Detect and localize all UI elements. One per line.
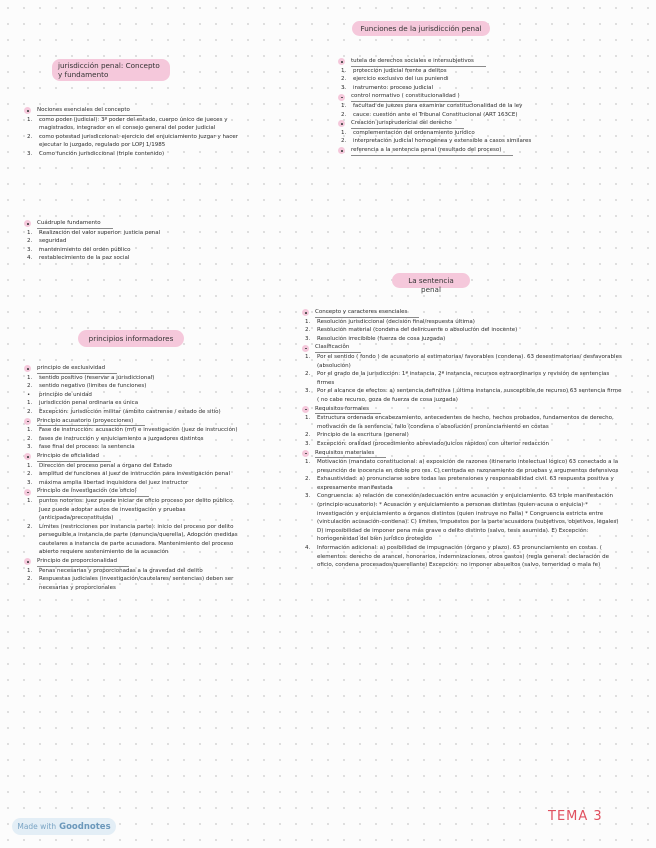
bullet-icon <box>338 147 345 154</box>
list-item <box>24 575 246 592</box>
item-text: Por el alcance de efectos: a) sentencia definitiva ( última instancia, susceptible de recurso) 63 sentencia firme ( no cabe recurso, goza de fuerza de cosa juzgada) <box>317 388 622 403</box>
item-text: Resolución jurisdiccional (decisión final/respuesta última) <box>317 318 475 325</box>
item-number: 2. <box>305 476 311 483</box>
heading-acusatorio: Principio acusatorio (proyecciones) <box>37 417 145 427</box>
item-number: 2. <box>305 327 311 334</box>
list-item <box>338 111 578 120</box>
list-control <box>338 102 578 119</box>
list-item <box>338 75 578 84</box>
list-item <box>24 116 246 133</box>
item-number: 4. <box>27 255 33 262</box>
item-text: Por el sentido ( fondo ) de acusatorio al estimatorias/ favorables (condena). 63 desestimatorias/ desfavorables (absolución) <box>317 353 622 369</box>
heading-materiales: Requisitos materiales <box>315 449 386 459</box>
badge-prefix: Made with <box>17 822 57 831</box>
list-item <box>338 84 578 93</box>
item-number: 3. <box>305 493 311 500</box>
item-number: 1. <box>305 353 311 360</box>
heading-fundamento: Cuádruple fundamento <box>37 219 113 229</box>
item-number: 3. <box>27 150 33 157</box>
list-item <box>302 414 624 431</box>
goodnotes-badge <box>12 818 116 835</box>
item-text: interpretación judicial homogénea y extensible a casos similares <box>353 138 532 145</box>
list-item <box>338 67 578 76</box>
list-item <box>24 479 246 488</box>
item-text: jurisdicción penal ordinaria es única <box>39 400 139 407</box>
list-fundamento <box>24 229 246 263</box>
item-text: Dirección del proceso penal a órgano del Estado <box>39 462 172 469</box>
bullet-icon <box>24 220 31 227</box>
title-sentencia <box>392 273 470 294</box>
item-number: 2. <box>27 238 33 245</box>
list-item <box>24 523 246 557</box>
list-item <box>302 318 624 327</box>
heading-tutela: tutela de derechos sociales e intersubjetivos <box>351 57 486 67</box>
bullet-icon <box>302 450 309 457</box>
item-text: Como función jurisdiccional (triple contenido) <box>39 150 165 157</box>
list-item <box>302 440 624 449</box>
list-item <box>302 458 624 475</box>
item-number: 2. <box>27 523 33 530</box>
list-exclusividad <box>24 374 246 417</box>
item-number: 2. <box>27 435 33 442</box>
item-text: fases de instrucción y enjuiciamiento a juzgadores distintos <box>39 435 204 442</box>
title-principios-text: principios informadores <box>88 334 174 343</box>
list-item <box>24 237 246 246</box>
item-number: 2. <box>341 138 347 145</box>
section-heading <box>302 405 624 415</box>
section-heading <box>338 57 578 67</box>
list-nociones <box>24 116 246 159</box>
section-heading <box>24 417 246 427</box>
title-sentencia-text: La sentencia penal <box>408 276 454 294</box>
item-text: fase final del proceso: la sentencia <box>39 444 135 451</box>
item-number: 2. <box>27 133 33 140</box>
item-number: 1. <box>27 427 33 434</box>
list-item <box>24 426 246 435</box>
item-text: Información adicional: a) posibilidad de impugnación (órgano y plazo). 63 pronunciamiento en costas. ( elementos: derecho de arancel, honorarios, indemnizaciones, otros gastos) (regla general: declaración de oficio, condena procesados/querellante) Excepción: no imponer absueltos (salvo, temeridad o mala fe) <box>317 545 610 569</box>
item-text: Motivación (mandato constitucional: a) exposición de razones (itinerario intelectual lógico) 63 conectado a la presunción de inocencia en doble pro res. C) centrada en razonamiento de pruebas y argumentos defensivos <box>317 459 619 474</box>
item-text: ejercicio exclusivo del ius puniendi <box>353 76 449 83</box>
item-number: 3. <box>27 246 33 253</box>
bullet-icon <box>24 107 31 114</box>
item-text: seguridad <box>39 238 67 245</box>
item-text: Excepción: jurisdicción militar (ámbito castrense / estado de sitio) <box>39 408 221 415</box>
heading-control: control normativo ( constitucionalidad ) <box>351 92 472 102</box>
heading-nociones: Nociones esenciales del concepto <box>37 106 142 116</box>
list-item <box>24 229 246 238</box>
section-heading <box>302 308 624 318</box>
item-number: 2. <box>341 76 347 83</box>
section-heading <box>338 92 578 102</box>
item-number: 1. <box>341 67 347 74</box>
item-text: complementación del ordenamiento jurídico <box>353 129 475 136</box>
item-text: Resolución material (condena del delincuente o absolución del inocente) <box>317 327 518 334</box>
bullet-icon <box>24 558 31 565</box>
list-item <box>302 544 624 570</box>
section-heading <box>302 343 624 353</box>
list-item <box>302 326 624 335</box>
list-item <box>338 137 578 146</box>
section-fundamento <box>24 219 246 263</box>
title-jurisdiccion <box>52 59 170 81</box>
item-text: Congruencia: a) relación de conexión/adecuación entre acusación y enjuiciamiento. 63 triple manifestación (principio acusatorio): * Acusación y enjuiciamiento a personas distintas (quien acusa o enjuicia) * investigación y enjuiciamiento a órganos distintos (quien instruye no Falla) * Congruencia estricta entre (vinculación acusación-condena). C) límites, impuestos por la parte acusadora (subjetivos, objetivos, legales) D) imposibilidad de imponer pena más grave o delito distinto (salvo, tesis asumida). E) Excepción: homogeneidad del bien jurídico protegido <box>317 493 619 543</box>
list-item <box>302 370 624 387</box>
heading-concepto: Concepto y caracteres esenciales <box>315 308 419 318</box>
item-number: 1. <box>305 415 311 422</box>
item-number: 1. <box>27 497 33 504</box>
heading-oficialidad: Principio de oficialidad <box>37 452 111 462</box>
item-number: 1. <box>27 374 33 381</box>
item-number: 1. <box>27 567 33 574</box>
item-text: Exhaustividad: a) pronunciarse sobre todas las pretensiones y responsabilidad civil. 63 respuesta positiva y expresamente manifestada <box>317 476 614 491</box>
item-number: 3. <box>305 440 311 447</box>
list-item <box>24 391 246 400</box>
bullet-icon <box>24 365 31 372</box>
list-item <box>24 462 246 471</box>
title-jurisdiccion-text: jurisdicción penal: Concepto y fundamento <box>58 61 160 79</box>
list-item <box>24 399 246 408</box>
list-item <box>302 475 624 492</box>
section-heading <box>24 364 246 374</box>
list-item <box>24 435 246 444</box>
list-item <box>24 443 246 452</box>
bullet-icon <box>24 489 31 496</box>
bullet-icon <box>302 406 309 413</box>
section-heading <box>24 452 246 462</box>
item-number: 1. <box>305 318 311 325</box>
item-number: 3. <box>305 388 311 395</box>
list-item <box>24 497 246 523</box>
section-heading <box>24 487 246 497</box>
item-text: instrumento: proceso judicial <box>353 84 433 91</box>
item-number: 4. <box>305 545 311 552</box>
list-acusatorio <box>24 426 246 452</box>
item-text: Resolución irrecibible (fuerza de cosa juzgada) <box>317 335 446 342</box>
section-sentencia <box>302 308 624 570</box>
item-text: protección judicial frente a delitos <box>353 67 447 74</box>
item-text: Estructura ordenada encabezamiento, antecedentes de hecho, hechos probados, fundamentos de derecho, motivación de la sentencia, fallo (condena o absolución) pronunciamiento en costas <box>317 415 614 430</box>
item-number: 3. <box>341 84 347 91</box>
list-creacion <box>338 129 578 146</box>
bullet-icon <box>302 345 309 352</box>
heading-exclusividad: principio de exclusividad <box>37 364 117 374</box>
item-text: principio de unidad <box>39 391 92 398</box>
bullet-icon <box>338 120 345 127</box>
item-number: 3. <box>27 479 33 486</box>
item-text: Por el grado de la jurisdicción: 1ª instancia, 2ª instancia, recursos extraordinarios y revisión de sentencias firmes <box>317 371 610 386</box>
item-number: 2. <box>27 576 33 583</box>
section-heading <box>302 449 624 459</box>
heading-referencia: referencia a la sentencia penal (resultado del proceso) <box>351 146 513 156</box>
item-number: 2. <box>341 111 347 118</box>
list-item <box>24 408 246 417</box>
bullet-icon <box>24 453 31 460</box>
item-number: 1. <box>341 129 347 136</box>
section-funciones <box>338 57 578 156</box>
list-item <box>24 567 246 576</box>
list-oficialidad <box>24 462 246 488</box>
item-text: Penas necesarias y proporcionadas a la gravedad del delito <box>39 567 203 574</box>
bullet-icon <box>24 418 31 425</box>
section-nociones <box>24 106 246 159</box>
heading-investigacion: Principio de investigación (de oficio) <box>37 487 149 497</box>
item-text: Respuestas judiciales (investigación/cautelares/ sentencias) deben ser necesarias y proporcionales <box>39 576 234 591</box>
item-number: 3. <box>27 444 33 451</box>
item-text: como poder (judicial): 3º poder del estado, cuerpo único de jueces y magistrados, integrador en el consejo general del poder judicial <box>39 116 228 132</box>
item-number: 1. <box>27 462 33 469</box>
title-funciones <box>352 21 490 36</box>
title-funciones-text: Funciones de la jurisdicción penal <box>360 24 482 33</box>
heading-proporcionalidad: Principio de proporcionalidad <box>37 557 129 567</box>
section-heading <box>338 146 578 156</box>
list-materiales <box>302 458 624 570</box>
item-number: 2. <box>305 432 311 439</box>
section-principios <box>24 364 246 592</box>
item-text: Principio de la escritura (general) <box>317 432 409 439</box>
item-text: Límites (restricciones por instancia parte): inicio del proceso por delito perseguible a instancia de parte (denuncia/querella). Adopción medidas cautelares a instancia de parte acusadora. Mantenimiento del proceso abierto requiere sostenimiento de la acusación <box>39 523 238 556</box>
list-investigacion <box>24 497 246 557</box>
list-item <box>24 133 246 150</box>
heading-clasificacion: Clasificación <box>315 343 361 353</box>
heading-creacion: Creación jurisprudencial del derecho <box>351 119 464 129</box>
item-number: 1. <box>27 229 33 236</box>
title-principios <box>78 330 184 347</box>
item-text: mantenimiento del orden público <box>39 246 131 253</box>
bullet-icon <box>302 309 309 316</box>
list-item <box>302 335 624 344</box>
item-text: restablecimiento de la paz social <box>39 255 130 262</box>
item-text: máxima amplia libertad inquisidora del juez instructor <box>39 479 189 486</box>
section-heading <box>24 106 246 116</box>
list-concepto <box>302 318 624 344</box>
item-number: 2. <box>27 471 33 478</box>
tema-label: TEMA 3 <box>548 809 603 824</box>
list-item <box>338 129 578 138</box>
list-item <box>24 470 246 479</box>
item-text: Realización del valor superior: justicia penal <box>39 229 161 236</box>
list-tutela <box>338 67 578 93</box>
item-text: Fase de instrucción: acusación (mf) e investigación (juez de instrucción) <box>39 427 238 434</box>
list-proporcionalidad <box>24 567 246 593</box>
heading-formales: Requisitos formales <box>315 405 381 415</box>
item-text: como potestad jurisdiccional: ejercicio del enjuiciamiento juzgar y hacer ejecutar lo juzgado, regulado por LOPJ 1/1985 <box>39 133 238 149</box>
item-text: puntos notorios: juez puede iniciar de oficio proceso por delito público. Juez puede adoptar autos de investigación y pruebas (anticipada/preconstituida) <box>39 497 235 522</box>
item-number: 1. <box>341 102 347 109</box>
item-number: 3. <box>305 335 311 342</box>
list-item <box>24 382 246 391</box>
list-item <box>302 353 624 370</box>
bullet-icon <box>338 94 345 101</box>
section-heading <box>338 119 578 129</box>
list-formales <box>302 414 624 448</box>
list-item <box>24 246 246 255</box>
badge-brand: Goodnotes <box>59 821 111 832</box>
item-number: 1. <box>27 400 33 407</box>
item-text: facultad de juezes para examinar constitucionalidad de la ley <box>353 102 523 109</box>
item-text: cauce: cuestión ante el Tribunal Constitucional (ART 163CE) <box>353 111 518 118</box>
list-item <box>302 492 624 544</box>
list-item <box>24 374 246 383</box>
item-text: amplitud de funciones al juez de instrucción para investigación penal <box>39 471 231 478</box>
list-item <box>24 150 246 159</box>
list-item <box>24 254 246 263</box>
item-text: sentido positivo (reservar a jurisdiccional) <box>39 374 155 381</box>
item-text: sentido negativo (limites de funciones) <box>39 383 147 390</box>
item-number: • <box>27 391 31 398</box>
list-item <box>338 102 578 111</box>
list-clasificacion <box>302 353 624 405</box>
list-item <box>302 431 624 440</box>
item-text: Excepción: oralidad (procedimiento abreviado/juicios rápidos) con ulterior redacción <box>317 440 550 447</box>
item-number: 1. <box>27 116 33 123</box>
list-item <box>302 387 624 404</box>
item-number: 2. <box>27 383 33 390</box>
item-number: 2. <box>27 408 33 415</box>
section-heading <box>24 557 246 567</box>
item-number: 2. <box>305 371 311 378</box>
bullet-icon <box>338 58 345 65</box>
item-number: 1. <box>305 459 311 466</box>
section-heading <box>24 219 246 229</box>
